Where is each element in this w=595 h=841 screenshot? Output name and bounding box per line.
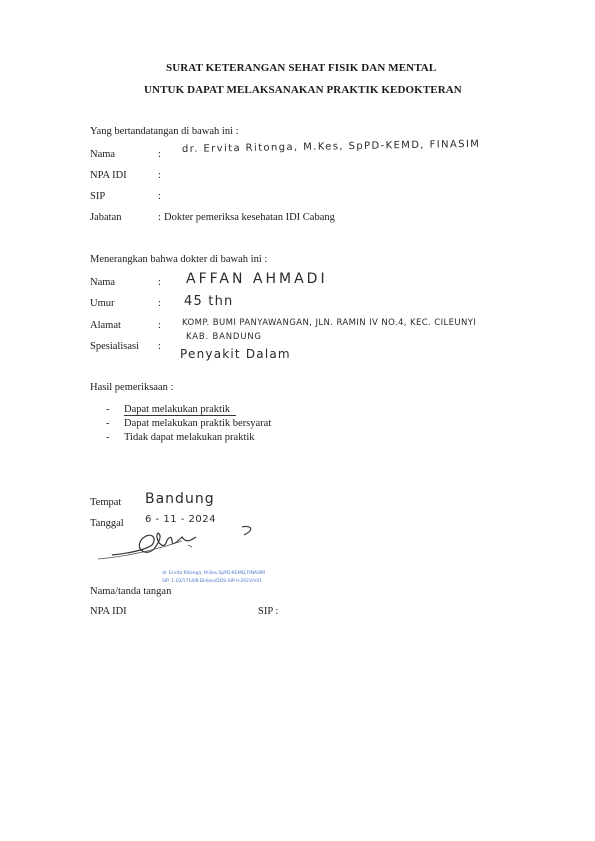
patient-specialization-colon: : <box>158 341 161 352</box>
patient-address-colon: : <box>158 320 161 331</box>
sign-label: Nama/tanda tangan <box>90 586 172 597</box>
patient-name-label: Nama <box>90 277 116 288</box>
signer-npa-colon: : <box>158 170 161 181</box>
date-label: Tanggal <box>90 518 124 529</box>
patient-address-label: Alamat <box>90 320 121 331</box>
signer-sip-label: SIP <box>90 191 106 202</box>
sip-label: SIP : <box>258 606 279 617</box>
signer-name-colon: : <box>158 149 161 160</box>
place-value: Bandung <box>145 491 215 507</box>
signer-name-label: Nama <box>90 149 116 160</box>
patient-specialization-label: Spesialisasi <box>90 341 139 352</box>
result-option-3-bullet: - <box>106 432 110 443</box>
result-option-1-bullet: - <box>106 404 110 415</box>
patient-name-value: AFFAN AHMADI <box>186 271 328 287</box>
signer-name-value: dr. Ervita Ritonga, M.Kes, SpPD-KEMD, FINASIM <box>181 138 481 155</box>
patient-name-colon: : <box>158 277 161 288</box>
patient-age-label: Umur <box>90 298 115 309</box>
result-option-3-text: Tidak dapat melakukan praktik <box>124 432 255 443</box>
document-title-line1: SURAT KETERANGAN SEHAT FISIK DAN MENTAL <box>166 62 437 74</box>
document-title-line2: UNTUK DAPAT MELAKSANAKAN PRAKTIK KEDOKTERAN <box>144 84 462 96</box>
signer-intro: Yang bertandatangan di bawah ini : <box>90 126 239 137</box>
place-label: Tempat <box>90 497 122 508</box>
patient-specialization-value: Penyakit Dalam <box>180 347 291 361</box>
result-option-2-bullet: - <box>106 418 110 429</box>
npa-idi-label: NPA IDI <box>90 606 127 617</box>
result-heading: Hasil pemeriksaan : <box>90 382 174 393</box>
signer-position-value: Dokter pemeriksa kesehatan IDI Cabang <box>164 212 335 223</box>
signature <box>92 521 267 571</box>
result-option-2-text: Dapat melakukan praktik bersyarat <box>124 418 272 429</box>
signer-position-label: Jabatan <box>90 212 122 223</box>
signer-npa-label: NPA IDI <box>90 170 127 181</box>
signer-sip-colon: : <box>158 191 161 202</box>
patient-address-value: KOMP. BUMI PANYAWANGAN, JLN. RAMIN IV NO.4, KEC. CILEUNYI <box>182 318 477 328</box>
stamp-line2: SIP. 1.10/1714/K-Dinkes/DDS-SIP-II-2023/VI/1 <box>162 579 263 584</box>
patient-age-colon: : <box>158 298 161 309</box>
stamp-line1: dr. Ervita Ritonga, M.Kes,SpPD-KEMD,FINASIM <box>162 571 266 576</box>
patient-age-value: 45 thn <box>184 294 234 309</box>
date-value: 6 - 11 - 2024 <box>145 514 216 525</box>
result-option-1-text: Dapat melakukan praktik <box>124 404 236 416</box>
patient-intro: Menerangkan bahwa dokter di bawah ini : <box>90 254 268 265</box>
signer-position-colon: : <box>158 212 161 223</box>
patient-address-value-line2: KAB. BANDUNG <box>186 332 262 342</box>
